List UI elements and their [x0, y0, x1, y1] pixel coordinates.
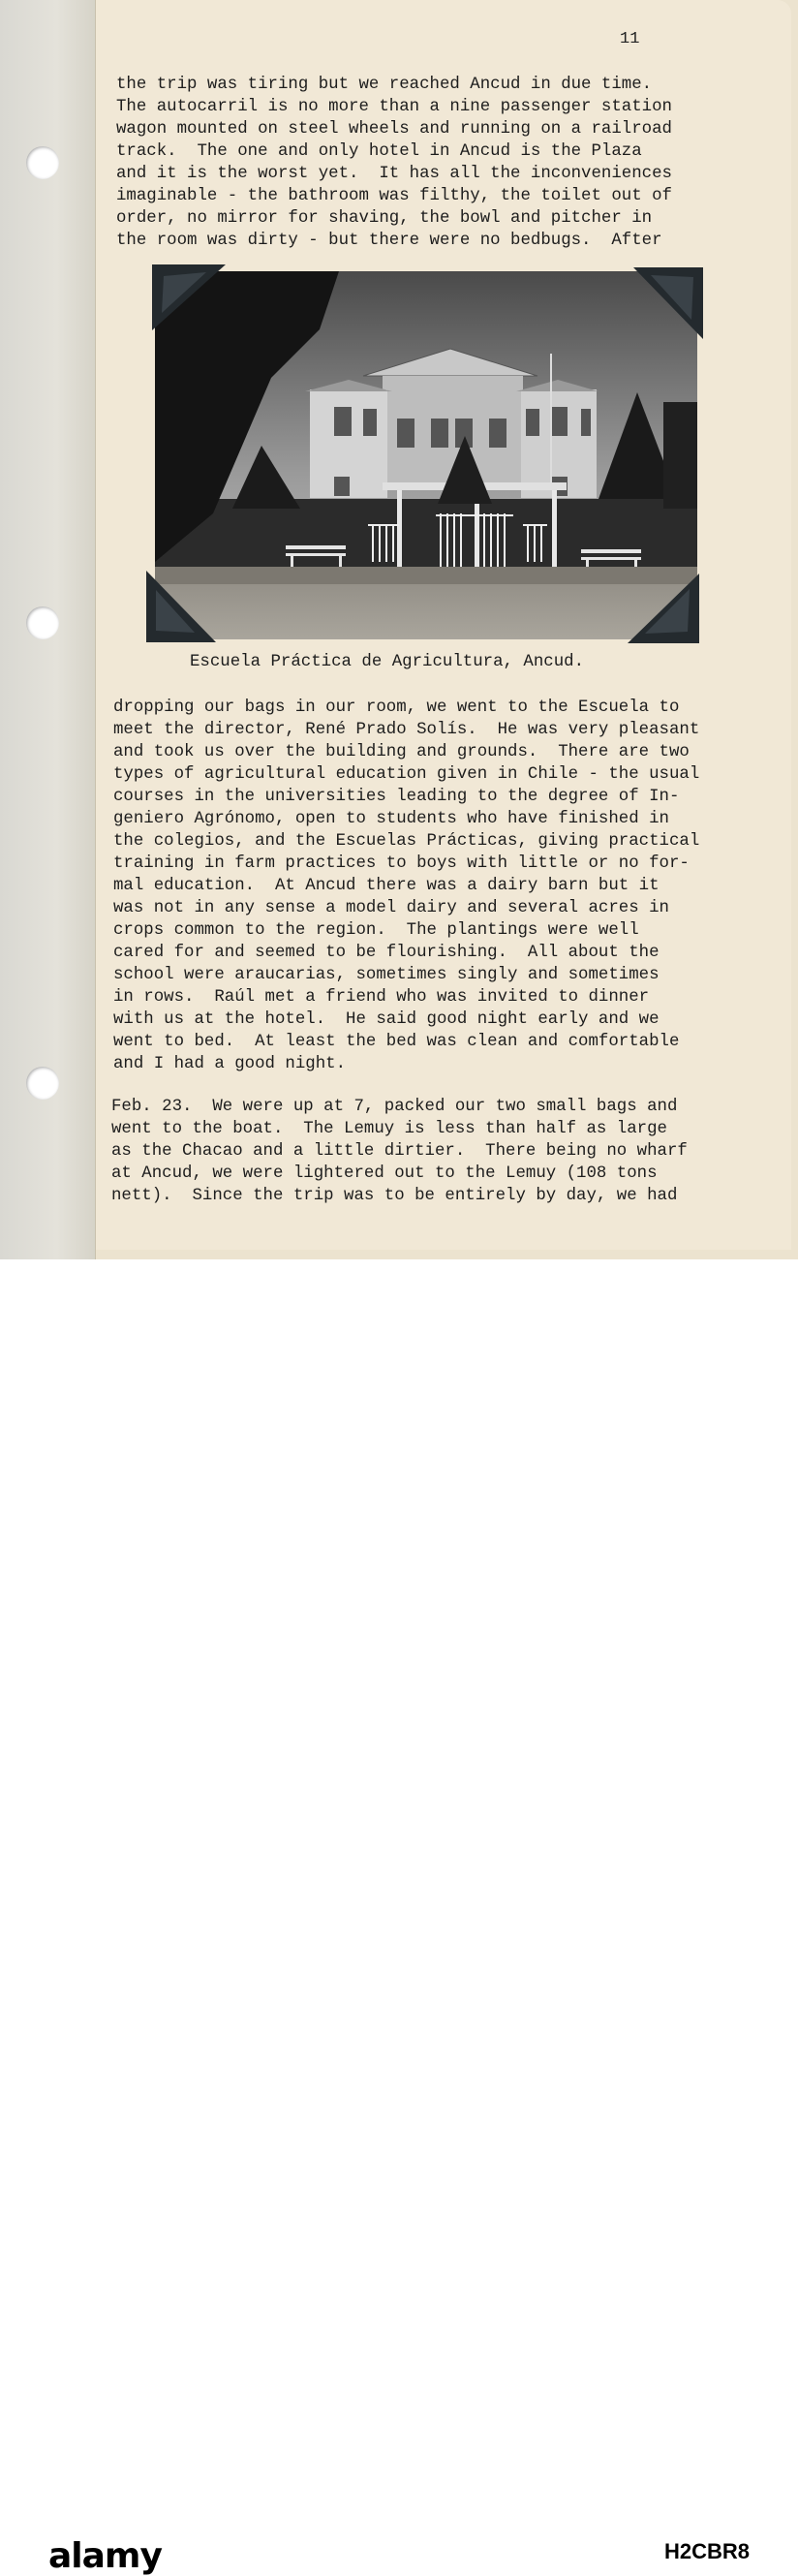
text-line: was not in any sense a model dairy and several acres in: [113, 899, 669, 917]
binding-strip: [0, 0, 96, 1259]
photo-corner-top-right: [633, 267, 703, 339]
text-line: the trip was tiring but we reached Ancud in due time.: [116, 76, 653, 94]
text-line: with us at the hotel. He said good night early and we: [113, 1010, 660, 1029]
text-line: Feb. 23. We were up at 7, packed our two small bags and: [111, 1098, 678, 1116]
photograph: [155, 271, 697, 639]
photo-corner-top-left: [152, 264, 226, 330]
text-line: imaginable - the bathroom was filthy, the toilet out of: [116, 187, 672, 205]
text-line: geniero Agrónomo, open to students who have finished in: [113, 810, 669, 828]
paragraph-feb-23: [111, 1096, 688, 1207]
text-line: the room was dirty - but there were no bedbugs. After: [116, 232, 662, 250]
school-building-photo: [155, 271, 697, 639]
text-line: dropping our bags in our room, we went to the Escuela to: [113, 698, 680, 717]
image-id: H2CBR8: [663, 2539, 750, 2563]
text-line: school were araucarias, sometimes singly and sometimes: [113, 966, 660, 984]
text-line: and I had a good night.: [113, 1055, 347, 1073]
alamy-logo: alamy: [48, 2536, 162, 2576]
text-line: training in farm practices to boys with little or no for-: [113, 854, 690, 873]
scanned-page: [0, 0, 798, 1259]
watermark-bar: [0, 1259, 798, 2576]
text-line: track. The one and only hotel in Ancud is the Plaza: [116, 142, 642, 161]
text-line: courses in the universities leading to the degree of In-: [113, 788, 680, 806]
text-line: went to the boat. The Lemuy is less than half as large: [111, 1120, 667, 1138]
photo-corner-bottom-right: [628, 574, 699, 643]
text-line: went to bed. At least the bed was clean and comfortable: [113, 1033, 680, 1051]
paragraph-middle: [113, 697, 699, 1075]
text-line: cared for and seemed to be flourishing. All about the: [113, 944, 660, 962]
text-line: nett). Since the trip was to be entirely by day, we had: [111, 1187, 678, 1205]
page-number: 11: [620, 30, 640, 48]
punch-hole: [26, 606, 59, 639]
punch-hole: [26, 1067, 59, 1100]
paragraph-top: [116, 74, 672, 252]
punch-hole: [26, 146, 59, 179]
text-line: wagon mounted on steel wheels and running on a railroad: [116, 120, 672, 139]
text-line: in rows. Raúl met a friend who was invited to dinner: [113, 988, 650, 1007]
text-line: The autocarril is no more than a nine passenger station: [116, 98, 672, 116]
text-line: order, no mirror for shaving, the bowl and pitcher in: [116, 209, 653, 228]
photo-corner-bottom-left: [146, 571, 216, 642]
text-line: mal education. At Ancud there was a dairy barn but it: [113, 877, 660, 895]
text-line: and took us over the building and grounds. There are two: [113, 743, 690, 761]
text-line: as the Chacao and a little dirtier. There being no wharf: [111, 1142, 688, 1161]
text-line: meet the director, René Prado Solís. He was very pleasant: [113, 721, 700, 739]
text-line: crops common to the region. The plantings were well: [113, 921, 639, 940]
text-line: the colegios, and the Escuelas Prácticas, giving practical: [113, 832, 700, 851]
photo-caption: Escuela Práctica de Agricultura, Ancud.: [190, 653, 585, 671]
text-line: at Ancud, we were lightered out to the Lemuy (108 tons: [111, 1164, 658, 1183]
text-line: and it is the worst yet. It has all the inconveniences: [116, 165, 672, 183]
text-line: types of agricultural education given in Chile - the usual: [113, 765, 700, 784]
